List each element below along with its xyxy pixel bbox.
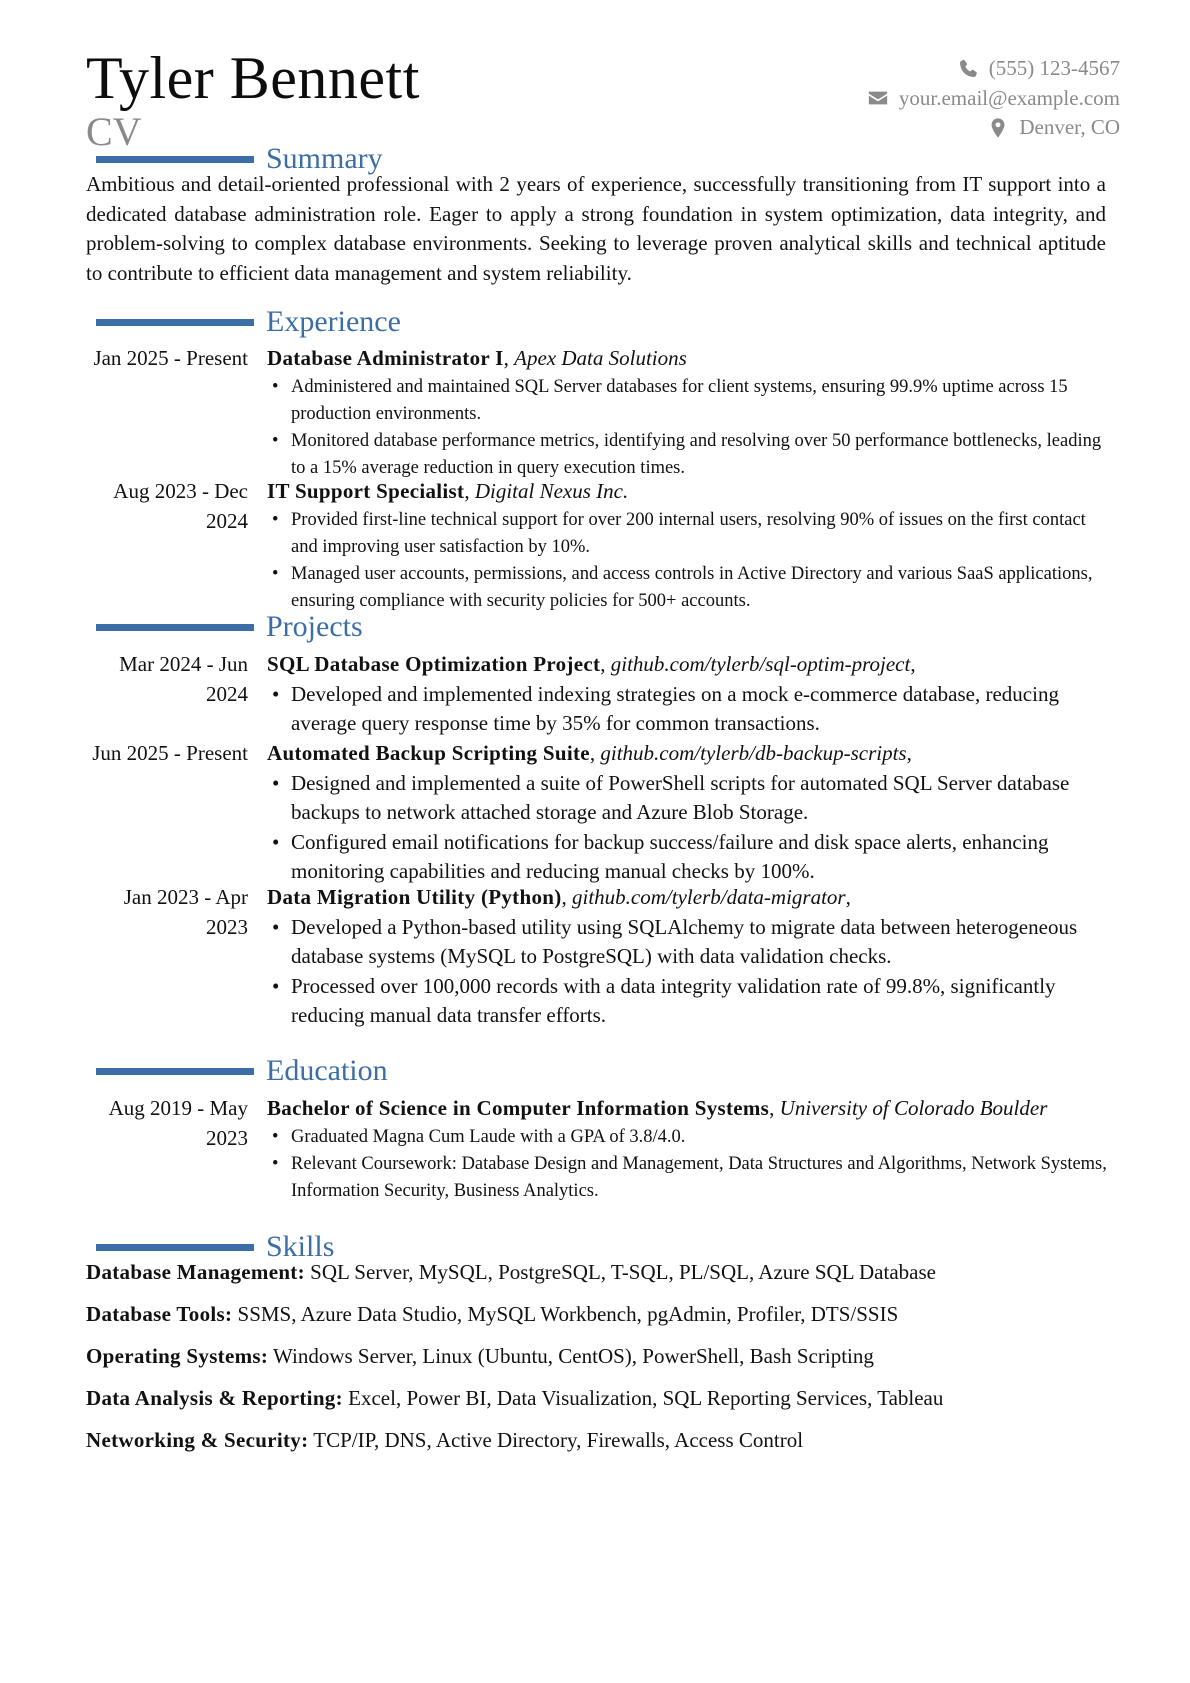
skill-row — [86, 1300, 1106, 1342]
entry-heading: SQL Database Optimization Project, github.com/tylerb/sql-optim-project, — [267, 652, 916, 676]
list-item: • Monitored database performance metrics, identifying and resolving over 50 performance bottlenecks, leading to a 15% average reduction in query execution times. — [267, 428, 1107, 482]
skill-values: SSMS, Azure Data Studio, MySQL Workbench, pgAdmin, Profiler, DTS/SSIS — [237, 1302, 899, 1326]
section-accent-bar — [96, 319, 254, 326]
contact-phone[interactable] — [867, 54, 1120, 84]
entry-date: Jan 2023 - Apr 2023 — [123, 885, 248, 939]
entry-heading: IT Support Specialist, Digital Nexus Inc. — [267, 479, 629, 503]
school-name: University of Colorado Boulder — [779, 1096, 1048, 1120]
project-name: SQL Database Optimization Project — [267, 652, 601, 676]
skill-category: Database Tools: — [86, 1302, 233, 1326]
list-item: • Relevant Coursework: Database Design and Management, Data Structures and Algorithms, Network Systems, Information Security, Business Analytics. — [267, 1151, 1107, 1205]
entry-date: Mar 2024 - Jun 2024 — [119, 652, 248, 706]
list-item: • Configured email notifications for backup success/failure and disk space alerts, enhancing monitoring capabilities and reducing manual checks by 100%. — [267, 828, 1107, 887]
skill-values: Excel, Power BI, Data Visualization, SQL Reporting Services, Tableau — [348, 1386, 944, 1410]
list-item: • Processed over 100,000 records with a data integrity validation rate of 99.8%, significantly reducing manual data transfer efforts. — [267, 972, 1107, 1031]
education-section-header — [96, 1054, 388, 1088]
list-item: • Administered and maintained SQL Server databases for client systems, ensuring 99.9% uptime across 15 production environments. — [267, 374, 1107, 428]
skill-values: SQL Server, MySQL, PostgreSQL, T-SQL, PL/SQL, Azure SQL Database — [310, 1260, 936, 1284]
project-link[interactable]: github.com/tylerb/sql-optim-project — [610, 652, 911, 676]
experience-section-header — [96, 305, 401, 339]
degree-name: Bachelor of Science in Computer Information Systems — [267, 1096, 770, 1120]
skill-category: Operating Systems: — [86, 1344, 269, 1368]
bullet-list — [267, 769, 1107, 887]
bullet-list — [267, 1124, 1107, 1205]
job-title: IT Support Specialist — [267, 479, 465, 503]
envelope-icon — [867, 87, 889, 109]
contact-email[interactable] — [867, 84, 1120, 114]
list-item: • Developed a Python-based utility using SQLAlchemy to migrate data between heterogeneous database systems (MySQL to PostgreSQL) with data validation checks. — [267, 913, 1107, 972]
location-text: Denver, CO — [1019, 115, 1120, 139]
education-title: Education — [266, 1054, 388, 1087]
project-link[interactable]: github.com/tylerb/data-migrator — [572, 885, 846, 909]
skills-list — [86, 1258, 1106, 1468]
entry-heading: Automated Backup Scripting Suite, github.com/tylerb/db-backup-scripts, — [267, 741, 912, 765]
summary-text: Ambitious and detail-oriented professional with 2 years of experience, successfully transitioning from IT support into a dedicated database administration role. Eager to apply a strong foundation in system optimization, data integrity, and problem-solving to complex database environments. Seeking to leverage proven analytical skills and technical aptitude to contribute to efficient data management and system reliability. — [86, 172, 1106, 285]
list-item: • Managed user accounts, permissions, and access controls in Active Directory and various SaaS applications, ensuring compliance with security policies for 500+ accounts. — [267, 561, 1107, 615]
entry-date: Aug 2023 - Dec 2024 — [113, 479, 248, 533]
entry-heading: Data Migration Utility (Python), github.com/tylerb/data-migrator, — [267, 885, 851, 909]
list-item: • Developed and implemented indexing strategies on a mock e-commerce database, reducing average query response time by 35% for common transactions. — [267, 680, 1107, 739]
skill-row — [86, 1342, 1106, 1384]
skills-title: Skills — [266, 1230, 335, 1263]
skill-row — [86, 1384, 1106, 1426]
list-item: • Graduated Magna Cum Laude with a GPA of 3.8/4.0. — [267, 1124, 1107, 1151]
skill-values: Windows Server, Linux (Ubuntu, CentOS), PowerShell, Bash Scripting — [273, 1344, 874, 1368]
skill-values: TCP/IP, DNS, Active Directory, Firewalls, Access Control — [313, 1428, 804, 1452]
skill-category: Database Management: — [86, 1260, 305, 1284]
bullet-list — [267, 507, 1107, 615]
skill-row — [86, 1426, 1106, 1468]
list-item: • Provided first-line technical support for over 200 internal users, resolving 90% of issues on the first contact and improving user satisfaction by 10%. — [267, 507, 1107, 561]
employer: Digital Nexus Inc. — [474, 479, 629, 503]
skill-category: Data Analysis & Reporting: — [86, 1386, 343, 1410]
entry-heading: Bachelor of Science in Computer Information Systems, University of Colorado Boulder — [267, 1096, 1048, 1120]
phone-icon — [957, 58, 979, 80]
section-accent-bar — [96, 1068, 254, 1075]
entry-date: Aug 2019 - May 2023 — [108, 1096, 248, 1150]
section-accent-bar — [96, 624, 254, 631]
projects-section-header — [96, 610, 363, 644]
bullet-list — [267, 680, 1107, 739]
project-name: Automated Backup Scripting Suite — [267, 741, 590, 765]
email-address: your.email@example.com — [898, 85, 1120, 110]
job-title: Database Administrator I — [267, 346, 504, 370]
summary-title: Summary — [266, 142, 383, 175]
project-link[interactable]: github.com/tylerb/db-backup-scripts — [600, 741, 907, 765]
skill-category: Networking & Security: — [86, 1428, 309, 1452]
list-item: • Designed and implemented a suite of PowerShell scripts for automated SQL Server database backups to network attached storage and Azure Blob Storage. — [267, 769, 1107, 828]
phone-number: (555) 123-4567 — [988, 56, 1120, 80]
projects-title: Projects — [266, 610, 363, 643]
bullet-list — [267, 913, 1107, 1031]
bullet-list — [267, 374, 1107, 482]
experience-title: Experience — [266, 305, 401, 338]
section-accent-bar — [96, 156, 254, 163]
entry-date: Jun 2025 - Present — [92, 741, 248, 765]
entry-heading: Database Administrator I, Apex Data Solutions — [267, 346, 687, 370]
employer: Apex Data Solutions — [514, 346, 687, 370]
project-name: Data Migration Utility (Python) — [267, 885, 562, 909]
entry-date: Jan 2025 - Present — [93, 346, 248, 370]
document-subtitle: CV — [86, 109, 142, 154]
contact-location — [867, 113, 1120, 143]
contact-block — [867, 54, 1120, 143]
candidate-name: Tyler Bennett — [86, 45, 420, 111]
section-accent-bar — [96, 1244, 254, 1251]
skill-row — [86, 1258, 1106, 1300]
map-pin-icon — [987, 117, 1009, 139]
